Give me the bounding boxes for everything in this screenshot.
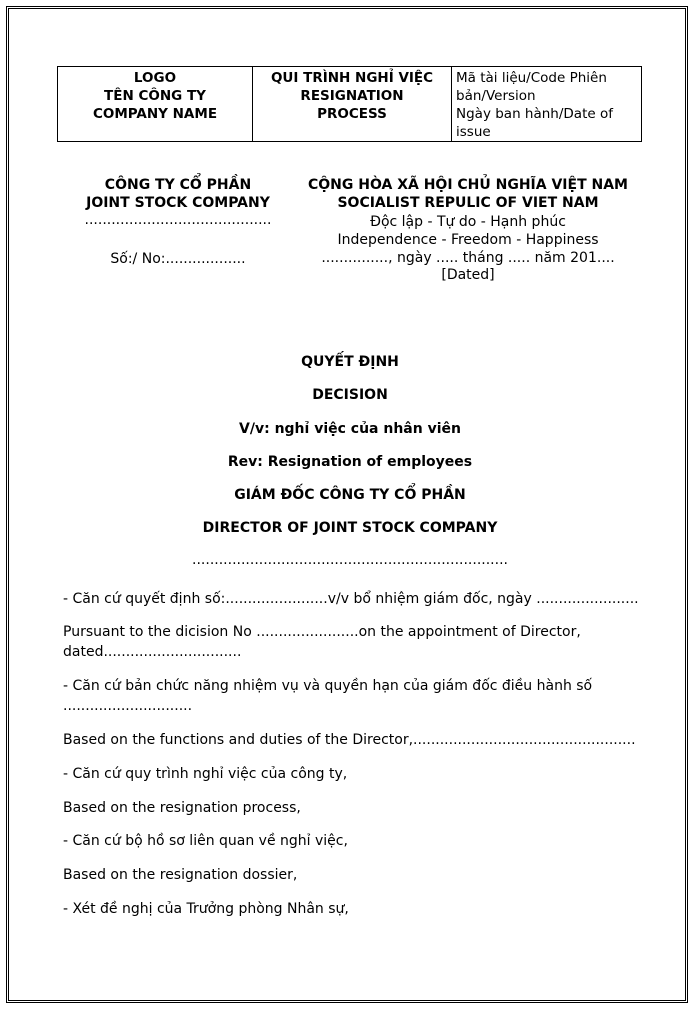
paragraph-8: Based on the resignation dossier, (63, 867, 298, 883)
paragraph-3b: ............................. (63, 698, 193, 714)
paragraph-9: - Xét đề nghị của Trưởng phòng Nhân sự, (63, 901, 349, 917)
page-border (6, 6, 688, 1003)
date-line: ..............., ngày ..... tháng ..... năm 201.... (321, 250, 615, 266)
paragraph-2a: Pursuant to the dicision No .......................on the appointment of Director, (63, 624, 581, 640)
subject-vi: V/v: nghỉ việc của nhân viên (239, 421, 461, 437)
paragraph-7: - Căn cứ bộ hồ sơ liên quan về nghỉ việc, (63, 833, 348, 849)
paragraph-1: - Căn cứ quyết định số:.......................v/v bổ nhiệm giám đốc, ngày ....................... (63, 591, 639, 607)
company-name-en-heading: JOINT STOCK COMPANY (86, 195, 270, 211)
company-name-en: COMPANY NAME (92, 106, 218, 122)
process-cell (253, 67, 452, 142)
process-title-en-2: PROCESS (317, 106, 387, 122)
company-name-vi: TÊN CÔNG TY (104, 88, 206, 104)
paragraph-2b: dated............................... (63, 644, 242, 660)
company-name-dots: .......................................... (84, 212, 272, 228)
process-title-en-1: RESIGNATION (300, 88, 404, 104)
paragraph-3a: - Căn cứ bản chức năng nhiệm vụ và quyền hạn của giám đốc điều hành số (63, 678, 593, 694)
document-number: Số:/ No:.................. (110, 251, 246, 267)
meta-line-2: bản/Version (456, 88, 536, 104)
republic-name-vi: CỘNG HÒA XÃ HỘI CHỦ NGHĨA VIỆT NAM (307, 177, 628, 193)
dated-label: [Dated] (441, 267, 495, 283)
company-name-vi-heading: CÔNG TY CỔ PHẦN (104, 177, 252, 193)
director-title-vi: GIÁM ĐỐC CÔNG TY CỔ PHẦN (234, 487, 466, 503)
logo-cell (58, 67, 253, 142)
paragraph-5: - Căn cứ quy trình nghỉ việc của công ty, (63, 766, 348, 782)
paragraph-4: Based on the functions and duties of the Director,.................................................. (63, 732, 636, 748)
process-title-vi: QUI TRÌNH NGHỈ VIỆC (270, 70, 434, 86)
meta-line-3: Ngày ban hành/Date of (456, 106, 613, 122)
meta-line-4: issue (456, 124, 491, 140)
logo-label: LOGO (133, 70, 177, 86)
republic-name-en: SOCIALIST REPULIC OF VIET NAM (337, 195, 599, 211)
meta-line-1: Mã tài liệu/Code Phiên (456, 70, 607, 86)
decision-title-vi: QUYẾT ĐỊNH (301, 354, 399, 370)
motto-en: Independence - Freedom - Happiness (337, 232, 599, 248)
paragraph-6: Based on the resignation process, (63, 800, 301, 816)
motto-vi: Độc lập - Tự do - Hạnh phúc (370, 214, 566, 230)
director-dots: ....................................................................... (192, 552, 508, 568)
director-title-en: DIRECTOR OF JOINT STOCK COMPANY (202, 520, 498, 536)
meta-cell (452, 67, 642, 142)
document-header-table (57, 66, 642, 142)
decision-title-en: DECISION (312, 387, 388, 403)
subject-en: Rev: Resignation of employees (227, 454, 473, 470)
